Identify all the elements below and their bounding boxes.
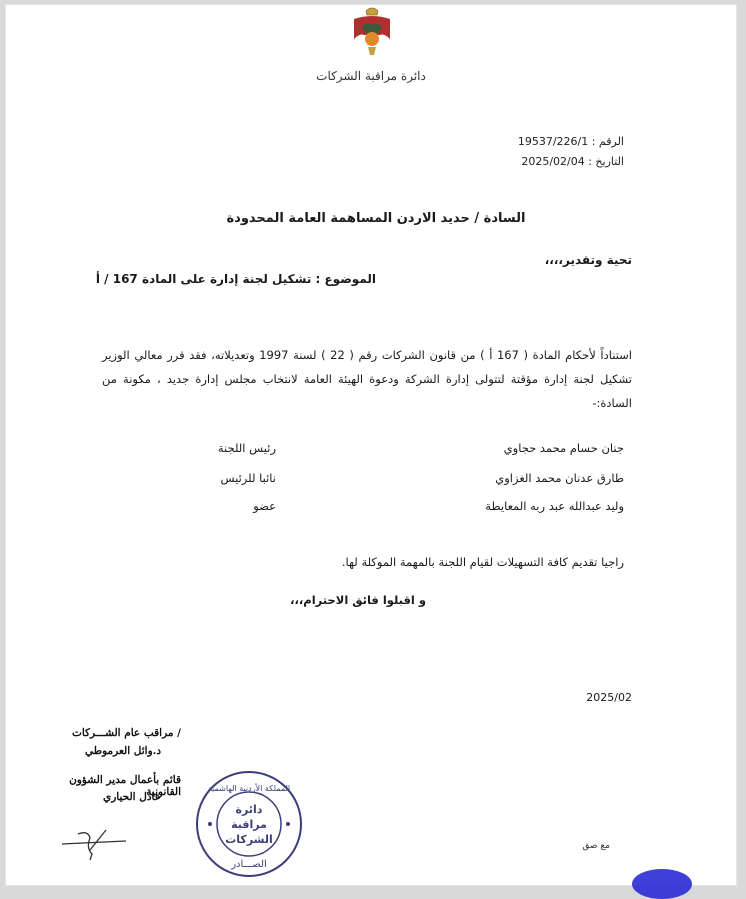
greeting: تحية وتقدير،،،، [544,253,632,267]
controller-name: د.وائل العرموطي [85,745,161,757]
stamp-outer-bottom: الصـــادر [231,859,267,870]
committee-member-role: عضو [253,499,276,513]
acting-name: عادل الحياري [103,791,161,803]
reference-number-value: 19537/226/1 [517,135,589,148]
department-name: دائرة مراقبة الشركات [316,69,426,83]
acting-title: قائم بأعمال مدير الشؤون القانونية [69,774,181,798]
stamp-outer-top: المملكة الأردنية الهاشمية [207,784,291,793]
stamp-line: مراقبة [231,818,267,831]
controller-title: / مراقب عام الشـــركات [71,727,181,739]
letter-date-value: 2025/02/04 [521,155,585,168]
stamp-line: دائرة [235,803,263,816]
overlay-button[interactable] [632,869,692,899]
addressee: السادة / حديد الاردن المساهمة العامة المحدودة [226,211,526,226]
stamp-line: الشركات [225,833,273,846]
reference-number-label: الرقم : [591,135,624,148]
committee-member-role: نائبا للرئيس [220,471,276,485]
signature-icon [56,820,136,865]
coat-of-arms-icon [344,5,400,61]
letter-date-label: التاريخ : [588,155,624,168]
cc-note: مع صق [582,841,610,851]
committee-member-role: رئيس اللجنة [217,441,276,455]
committee-member-name: طارق عدنان محمد الغزاوي [495,471,624,485]
committee-member-name: جنان حسام محمد حجاوي [503,441,624,455]
closing-line: و اقبلوا فائق الاحترام،،، [290,593,426,607]
document-date: 2025/02 [586,691,632,704]
letter-page [6,5,736,885]
body-paragraph: استناداً لأحكام المادة ( 167 أ ) من قانون الشركات رقم ( 22 ) لسنة 1997 وتعديلاته، فقد قرر معالي الوزير تشكيل لجنة إدارة مؤقتة لتتولى إدارة الشركة ودعوة الهيئة العامة لانتخاب مجلس إدارة جديد ، مكونة من السادة:- [102,348,633,410]
official-stamp-icon [192,767,306,881]
letter-date [521,155,624,168]
request-line: راجيا تقديم كافة التسهيلات لقيام اللجنة بالمهمة الموكلة لها. [341,555,624,569]
committee-member-name: وليد عبدالله عبد ربه المعايطة [485,499,624,513]
reference-number [518,135,624,148]
subject-line: الموضوع : تشكيل لجنة إدارة على المادة 167 / أ [95,272,376,286]
